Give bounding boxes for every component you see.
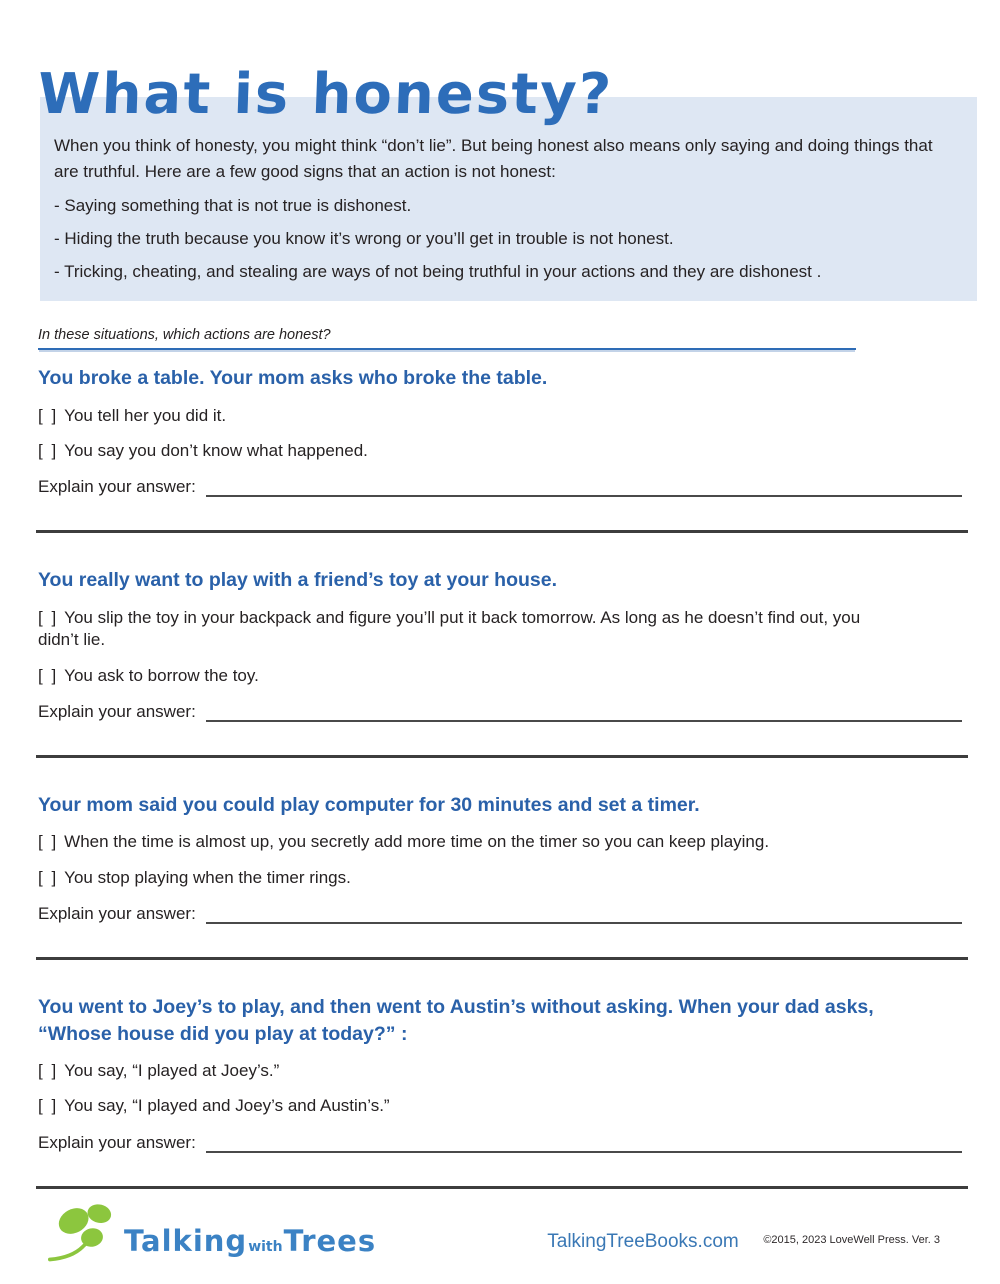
option-row [38,1060,883,1082]
option-label: You tell her you did it. [64,405,227,425]
answer-write-line[interactable] [206,479,962,498]
question-heading: You really want to play with a friend’s toy at your house. [38,569,558,592]
option-label: You say you don’t know what happened. [64,441,368,461]
logo-word-with: with [248,1239,283,1255]
option-row [38,607,883,652]
explain-label: Explain your answer: [38,477,196,497]
question-section [38,994,962,1153]
question-section [38,567,962,722]
checkbox[interactable]: [ ] [38,405,59,425]
explain-row [38,702,962,722]
intro-bullet: - Tricking, cheating, and stealing are ways of not being truthful in your actions and they are dishonest . [54,262,822,282]
checkbox[interactable]: [ ] [38,441,59,461]
question-heading: You went to Joey’s to play, and then went to Austin’s without asking. When your dad asks, “Whose house did you play at today?” : [38,996,874,1045]
answer-line[interactable] [36,530,968,533]
footer [0,1198,1000,1270]
explain-label: Explain your answer: [38,702,196,722]
explain-row [38,477,962,497]
option-row [38,440,883,462]
explain-row [38,904,962,924]
option-label: You slip the toy in your backpack and figure you’ll put it back tomorrow. As long as he doesn’t find out, you didn’t lie. [38,607,861,650]
option-row [38,405,883,427]
checkbox[interactable]: [ ] [38,832,59,852]
checkbox[interactable]: [ ] [38,607,59,627]
worksheet-title: What is honesty? [36,62,615,127]
option-label: You say, “I played and Joey’s and Austin’s.” [64,1096,390,1116]
answer-line[interactable] [36,755,968,758]
instruction-text: In these situations, which actions are honest? [38,327,856,350]
explain-row [38,1133,962,1153]
checkbox[interactable]: [ ] [38,1096,59,1116]
option-label: You stop playing when the timer rings. [64,867,351,887]
logo-word-talking: Talking [124,1224,248,1258]
website-link[interactable]: TalkingTreeBooks.com [547,1231,739,1252]
explain-label: Explain your answer: [38,1132,196,1152]
intro-box [40,97,977,301]
option-label: You ask to borrow the toy. [64,665,259,685]
checkbox[interactable]: [ ] [38,867,59,887]
answer-line[interactable] [36,1186,968,1189]
question-heading: Your mom said you could play computer for 30 minutes and set a timer. [38,794,700,817]
answer-write-line[interactable] [206,1134,962,1153]
answer-line[interactable] [36,957,968,960]
copyright-text: ©2015, 2023 LoveWell Press. Ver. 3 [763,1234,940,1246]
intro-bullet: - Saying something that is not true is dishonest. [54,196,412,215]
question-section [38,365,962,497]
option-row [38,831,883,853]
intro-paragraph: When you think of honesty, you might think “don’t lie”. But being honest also means only saying and doing things that are truthful. Here are a few good signs that an action is not honest: [54,136,933,181]
explain-label: Explain your answer: [38,904,196,924]
answer-write-line[interactable] [206,703,962,722]
option-row [38,1095,883,1117]
option-label: When the time is almost up, you secretly add more time on the timer so you can keep playing. [64,832,770,852]
question-heading: You broke a table. Your mom asks who broke the table. [38,367,548,390]
intro-bullet: - Hiding the truth because you know it’s wrong or you’ll get in trouble is not honest. [54,229,674,249]
logo-word-trees: Trees [283,1224,377,1258]
checkbox[interactable]: [ ] [38,1060,59,1080]
option-row [38,867,883,889]
question-section [38,792,962,924]
checkbox[interactable]: [ ] [38,665,59,685]
answer-write-line[interactable] [206,906,962,925]
option-row [38,665,883,687]
option-label: You say, “I played at Joey’s.” [64,1060,280,1080]
